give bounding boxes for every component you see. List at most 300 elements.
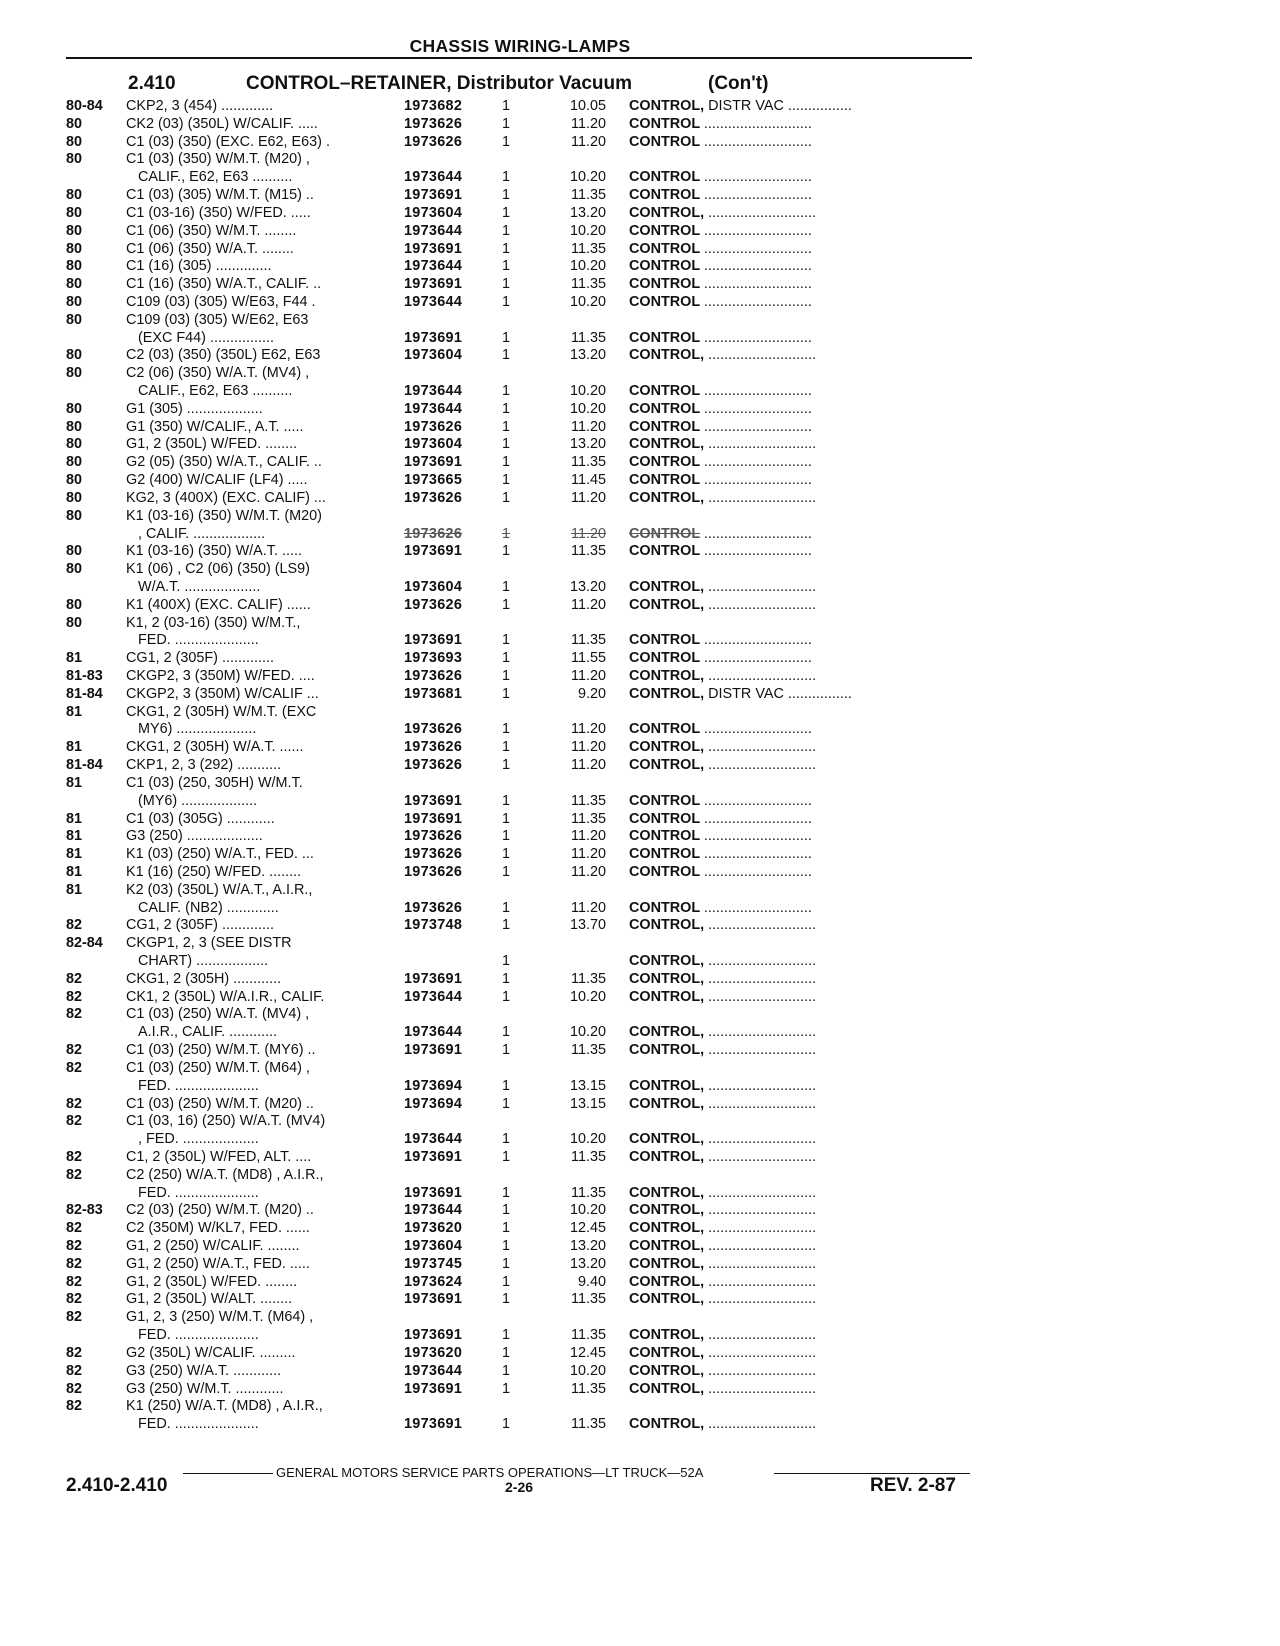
part-number: 1973620 (404, 1344, 463, 1361)
price: 9.20 (577, 685, 606, 702)
year-range: 80 (66, 365, 83, 382)
part-number: 1973691 (404, 329, 463, 346)
year-range: 80 (66, 614, 83, 631)
quantity: 1 (502, 1380, 511, 1397)
model-description: CHART) .................. (138, 953, 269, 969)
model-description: C2 (250) W/A.T. (MD8) , A.I.R., (126, 1166, 324, 1183)
list-item (0, 1274, 1215, 1292)
part-name (629, 294, 969, 312)
list-item (0, 472, 1215, 490)
part-name-leader: ........................... (708, 1042, 817, 1059)
list-item (0, 739, 1215, 757)
part-name-label: CONTROL (629, 863, 700, 880)
year-range: 82 (66, 1344, 83, 1361)
model-description: G1, 2 (350L) W/FED. ........ (126, 436, 298, 453)
part-name-label: CONTROL, (629, 1327, 705, 1344)
part-name-label: CONTROL (629, 133, 700, 150)
year-range: 82 (66, 1291, 83, 1308)
list-item (0, 490, 1215, 508)
model-description: K1 (03) (250) W/A.T., FED. ... (126, 846, 314, 863)
year-range: 80 (66, 400, 83, 417)
model-description: CG1, 2 (305F) ............. (126, 650, 274, 667)
list-item-continuation (0, 526, 1215, 544)
section-title: CONTROL–RETAINER, Distributor Vacuum (246, 73, 633, 94)
part-name-label: CONTROL, (629, 489, 705, 506)
part-name-label: CONTROL, (629, 739, 705, 756)
model-description: K1 (03-16) (350) W/M.T. (M20) (126, 507, 322, 524)
list-item (0, 668, 1215, 686)
year-range: 82 (66, 1309, 83, 1326)
year-range: 81 (66, 828, 83, 845)
part-name-leader: ........................... (703, 899, 812, 916)
quantity: 1 (502, 685, 511, 702)
price: 11.20 (571, 739, 606, 756)
part-name-label: CONTROL (629, 222, 700, 239)
quantity: 1 (502, 222, 511, 239)
list-item (0, 917, 1215, 935)
list-item (0, 436, 1215, 454)
model-description: G2 (400) W/CALIF (LF4) ..... (126, 472, 308, 489)
quantity: 1 (502, 917, 511, 934)
part-name (629, 1238, 969, 1256)
price: 10.20 (569, 293, 606, 310)
part-name (629, 1149, 969, 1167)
part-name-leader: ........................... (708, 739, 817, 756)
part-name-leader: ........................... (703, 169, 812, 186)
model-description: C1 (03) (250) W/A.T. (MV4) , (126, 1006, 310, 1023)
price: 11.35 (571, 240, 606, 257)
part-name (629, 116, 969, 134)
price: 13.20 (569, 347, 606, 364)
list-item (0, 241, 1215, 259)
part-name-label: CONTROL (629, 650, 700, 667)
year-range: 80 (66, 596, 83, 613)
year-range: 81 (66, 881, 83, 898)
price: 11.35 (571, 1291, 606, 1308)
part-name (629, 436, 969, 454)
part-name (629, 632, 969, 650)
list-item (0, 757, 1215, 775)
price: 11.55 (571, 650, 606, 667)
part-name-leader: ........................... (708, 953, 817, 969)
quantity: 1 (502, 347, 511, 364)
quantity: 1 (502, 204, 511, 221)
list-item (0, 828, 1215, 846)
list-item (0, 615, 1215, 633)
price: 11.20 (571, 757, 606, 774)
quantity: 1 (502, 792, 511, 809)
year-range: 82 (66, 1220, 83, 1237)
year-range: 81-83 (66, 668, 103, 684)
quantity: 1 (502, 98, 511, 114)
part-name-leader: DISTR VAC ................ (708, 685, 852, 702)
model-description: FED. ..................... (138, 1327, 259, 1344)
part-name-leader: ........................... (703, 418, 812, 435)
part-name (629, 401, 969, 419)
part-name-leader: ........................... (708, 436, 817, 453)
price: 11.20 (571, 828, 606, 845)
part-name-label: CONTROL (629, 400, 700, 417)
part-name-leader: ........................... (708, 757, 817, 774)
model-description: K1, 2 (03-16) (350) W/M.T., (126, 614, 301, 631)
title-rule (66, 57, 972, 59)
quantity: 1 (502, 596, 511, 613)
part-number: 1973691 (404, 240, 463, 257)
price: 12.45 (569, 1220, 606, 1237)
part-number: 1973644 (404, 1362, 463, 1379)
list-item (0, 134, 1215, 152)
year-range: 82 (66, 1273, 83, 1290)
quantity: 1 (502, 436, 511, 453)
quantity: 1 (502, 1077, 511, 1094)
part-name (629, 1024, 969, 1042)
part-name-label: CONTROL, (629, 668, 705, 684)
quantity: 1 (502, 472, 511, 489)
part-number: 1973644 (404, 169, 463, 186)
model-description: CALIF., E62, E63 .......... (138, 383, 293, 399)
list-item-continuation (0, 632, 1215, 650)
year-range: 80 (66, 276, 83, 293)
part-number: 1973682 (404, 98, 463, 114)
part-number: 1973644 (404, 258, 463, 275)
price: 11.20 (571, 489, 606, 506)
list-item-continuation (0, 1185, 1215, 1203)
model-description: C1 (03, 16) (250) W/A.T. (MV4) (126, 1113, 326, 1130)
list-item (0, 187, 1215, 205)
part-name-leader: ........................... (708, 1291, 817, 1308)
part-name-leader: ........................... (703, 543, 812, 560)
year-range: 82 (66, 1398, 83, 1415)
part-number: 1973626 (404, 596, 463, 613)
part-name (629, 1291, 969, 1309)
part-name-label: CONTROL (629, 525, 700, 542)
part-name-leader: DISTR VAC ................ (708, 98, 852, 114)
model-description: K2 (03) (350L) W/A.T., A.I.R., (126, 881, 313, 898)
quantity: 1 (502, 863, 511, 880)
price: 11.20 (571, 596, 606, 613)
part-name-label: CONTROL, (629, 204, 705, 221)
list-item (0, 1149, 1215, 1167)
model-description: C2 (03) (350) (350L) E62, E63 (126, 347, 321, 364)
list-item (0, 454, 1215, 472)
list-item (0, 1220, 1215, 1238)
year-range: 82-84 (66, 935, 103, 952)
list-item (0, 258, 1215, 276)
part-name-leader: ........................... (708, 1273, 817, 1290)
year-range: 80 (66, 258, 83, 275)
part-name-label: CONTROL (629, 472, 700, 489)
part-name-leader: ........................... (703, 721, 812, 738)
price: 13.20 (569, 1238, 606, 1254)
part-number: 1973694 (404, 1095, 463, 1112)
model-description: CKG1, 2 (305H) ............ (126, 970, 282, 987)
part-name-label: CONTROL, (629, 1042, 705, 1059)
part-name-label: CONTROL, (629, 1362, 705, 1379)
model-description: CKGP2, 3 (350M) W/FED. .... (126, 668, 315, 684)
part-name-leader: ........................... (708, 1184, 817, 1201)
part-number: 1973644 (404, 1202, 463, 1219)
part-name (629, 1327, 969, 1345)
year-range: 81-84 (66, 685, 103, 702)
list-item (0, 650, 1215, 668)
quantity: 1 (502, 383, 511, 399)
list-item-continuation (0, 793, 1215, 811)
quantity: 1 (502, 258, 511, 275)
model-description: C1 (16) (350) W/A.T., CALIF. .. (126, 276, 322, 293)
price: 11.20 (571, 846, 606, 863)
price: 11.45 (571, 472, 606, 489)
part-name (629, 793, 969, 811)
list-item-continuation (0, 1078, 1215, 1096)
list-item-continuation (0, 900, 1215, 918)
part-name (629, 668, 969, 686)
quantity: 1 (502, 1220, 511, 1237)
price: 10.20 (569, 400, 606, 417)
list-item (0, 846, 1215, 864)
year-range: 80 (66, 543, 83, 560)
quantity: 1 (502, 988, 511, 1005)
part-name (629, 1345, 969, 1363)
model-description: G3 (250) W/A.T. ............ (126, 1362, 282, 1379)
list-item-continuation (0, 1131, 1215, 1149)
part-name-leader: ........................... (708, 1077, 817, 1094)
part-name-label: CONTROL (629, 899, 700, 916)
quantity: 1 (502, 133, 511, 150)
part-number: 1973626 (404, 828, 463, 845)
quantity: 1 (502, 169, 511, 186)
part-name (629, 828, 969, 846)
quantity: 1 (502, 970, 511, 987)
part-name (629, 330, 969, 348)
list-item (0, 686, 1215, 704)
part-name (629, 686, 969, 704)
quantity: 1 (502, 1255, 511, 1272)
model-description: C1 (03) (305G) ............ (126, 810, 275, 827)
part-name-label: CONTROL, (629, 757, 705, 774)
part-name-leader: ........................... (708, 596, 817, 613)
part-name (629, 953, 969, 971)
year-range: 82 (66, 1042, 83, 1059)
list-item (0, 1202, 1215, 1220)
list-item-continuation (0, 330, 1215, 348)
part-name (629, 1220, 969, 1238)
part-number: 1973604 (404, 578, 463, 595)
quantity: 1 (502, 757, 511, 774)
part-name-leader: ........................... (708, 1327, 817, 1344)
quantity: 1 (502, 1362, 511, 1379)
part-name-leader: ........................... (703, 115, 812, 132)
model-description: K1 (400X) (EXC. CALIF) ...... (126, 596, 311, 613)
quantity: 1 (502, 1024, 511, 1041)
model-description: C1 (03) (350) W/M.T. (M20) , (126, 151, 310, 168)
price: 11.20 (571, 863, 606, 880)
model-description: G3 (250) ................... (126, 828, 263, 845)
part-number: 1973693 (404, 650, 463, 667)
part-name (629, 134, 969, 152)
year-range: 80 (66, 204, 83, 221)
model-description: CK2 (03) (350L) W/CALIF. ..... (126, 115, 318, 132)
price: 11.20 (571, 721, 606, 738)
page-title: CHASSIS WIRING-LAMPS (409, 36, 631, 56)
part-name-label: CONTROL (629, 169, 700, 186)
part-name-leader: ........................... (708, 970, 817, 987)
part-name (629, 383, 969, 401)
part-number: 1973644 (404, 1024, 463, 1041)
part-name (629, 276, 969, 294)
price: 11.35 (571, 454, 606, 471)
model-description: C1 (03-16) (350) W/FED. ..... (126, 204, 311, 221)
year-range: 80 (66, 561, 83, 578)
list-item (0, 1096, 1215, 1114)
list-item (0, 312, 1215, 330)
year-range: 82 (66, 988, 83, 1005)
part-number: 1973626 (404, 757, 463, 774)
year-range: 80 (66, 436, 83, 453)
list-item (0, 1006, 1215, 1024)
part-name-leader: ........................... (708, 1131, 817, 1148)
part-name (629, 650, 969, 668)
price: 10.20 (569, 222, 606, 239)
part-name (629, 347, 969, 365)
part-name-leader: ........................... (703, 454, 812, 471)
part-name-leader: ........................... (708, 988, 817, 1005)
list-item (0, 597, 1215, 615)
list-item (0, 205, 1215, 223)
list-item-continuation (0, 169, 1215, 187)
part-name (629, 526, 969, 544)
part-name (629, 454, 969, 472)
quantity: 1 (502, 293, 511, 310)
part-name-label: CONTROL (629, 187, 700, 204)
part-number: 1973691 (404, 1291, 463, 1308)
part-name (629, 241, 969, 259)
part-name (629, 258, 969, 276)
part-name (629, 989, 969, 1007)
part-name-leader: ........................... (703, 383, 812, 399)
part-number: 1973644 (404, 400, 463, 417)
part-name-leader: ........................... (708, 347, 817, 364)
part-number: 1973626 (404, 721, 463, 738)
part-number: 1973691 (404, 1148, 463, 1165)
list-item (0, 971, 1215, 989)
model-description: CKP1, 2, 3 (292) ........... (126, 757, 282, 774)
part-number: 1973604 (404, 204, 463, 221)
model-description: CK1, 2 (350L) W/A.I.R., CALIF. (126, 988, 325, 1005)
price: 11.20 (571, 899, 606, 916)
year-range: 81 (66, 810, 83, 827)
section-number: 2.410 (128, 73, 176, 94)
list-item (0, 1042, 1215, 1060)
model-description: G2 (350L) W/CALIF. ......... (126, 1344, 296, 1361)
quantity: 1 (502, 489, 511, 506)
part-name (629, 757, 969, 775)
footer-section-range: 2.410-2.410 (66, 1475, 168, 1496)
model-description: G1, 2 (350L) W/FED. ........ (126, 1273, 298, 1290)
part-name (629, 187, 969, 205)
quantity: 1 (502, 650, 511, 667)
year-range: 82 (66, 970, 83, 987)
part-name-leader: ........................... (703, 846, 812, 863)
model-description: CKGP1, 2, 3 (SEE DISTR (126, 935, 292, 952)
part-name-label: CONTROL, (629, 578, 705, 595)
list-item-continuation (0, 1024, 1215, 1042)
part-number: 1973626 (404, 133, 463, 150)
part-number: 1973626 (404, 525, 463, 542)
part-number: 1973626 (404, 489, 463, 506)
part-number: 1973626 (404, 668, 463, 684)
part-name (629, 1381, 969, 1399)
list-item (0, 1398, 1215, 1416)
part-name (629, 1363, 969, 1381)
list-item (0, 989, 1215, 1007)
part-name-leader: ........................... (708, 1255, 817, 1272)
model-description: KG2, 3 (400X) (EXC. CALIF) ... (126, 489, 326, 506)
list-item (0, 1256, 1215, 1274)
list-item-continuation (0, 721, 1215, 739)
part-name (629, 811, 969, 829)
model-description: G1, 2, 3 (250) W/M.T. (M64) , (126, 1309, 314, 1326)
part-name-leader: ........................... (708, 578, 817, 595)
part-number: 1973626 (404, 899, 463, 916)
list-item (0, 1309, 1215, 1327)
part-number: 1973691 (404, 187, 463, 204)
part-name-label: CONTROL (629, 329, 700, 346)
model-description: CALIF. (NB2) ............. (138, 899, 279, 916)
year-range: 82-83 (66, 1202, 103, 1219)
quantity: 1 (502, 899, 511, 916)
list-item (0, 811, 1215, 829)
list-item (0, 223, 1215, 241)
part-name (629, 739, 969, 757)
model-description: K1 (250) W/A.T. (MD8) , A.I.R., (126, 1398, 323, 1415)
quantity: 1 (502, 810, 511, 827)
part-name-label: CONTROL, (629, 1184, 705, 1201)
model-description: K1 (03-16) (350) W/A.T. ..... (126, 543, 302, 560)
price: 11.35 (571, 1184, 606, 1201)
list-item (0, 935, 1215, 953)
year-range: 82 (66, 1380, 83, 1397)
part-number: 1973745 (404, 1255, 463, 1272)
price: 11.35 (571, 632, 606, 649)
part-name-label: CONTROL, (629, 1095, 705, 1112)
list-item (0, 1291, 1215, 1309)
year-range: 82 (66, 1238, 83, 1254)
price: 13.20 (569, 436, 606, 453)
quantity: 1 (502, 454, 511, 471)
year-range: 80 (66, 454, 83, 471)
part-number: 1973691 (404, 1380, 463, 1397)
part-name-label: CONTROL (629, 276, 700, 293)
part-name (629, 472, 969, 490)
part-name-leader: ........................... (703, 792, 812, 809)
part-name-label: CONTROL (629, 293, 700, 310)
part-name-leader: ........................... (703, 329, 812, 346)
model-description: (MY6) ................... (138, 792, 258, 809)
price: 10.20 (569, 383, 606, 399)
part-name (629, 1274, 969, 1292)
model-description: FED. ..................... (138, 1077, 259, 1094)
part-name-label: CONTROL, (629, 347, 705, 364)
model-description: FED. ..................... (138, 632, 259, 649)
list-item-continuation (0, 1416, 1215, 1434)
list-item (0, 561, 1215, 579)
quantity: 1 (502, 828, 511, 845)
list-item (0, 1363, 1215, 1381)
part-name-leader: ........................... (708, 489, 817, 506)
price: 11.35 (571, 1380, 606, 1397)
year-range: 81 (66, 863, 83, 880)
price: 11.35 (571, 329, 606, 346)
